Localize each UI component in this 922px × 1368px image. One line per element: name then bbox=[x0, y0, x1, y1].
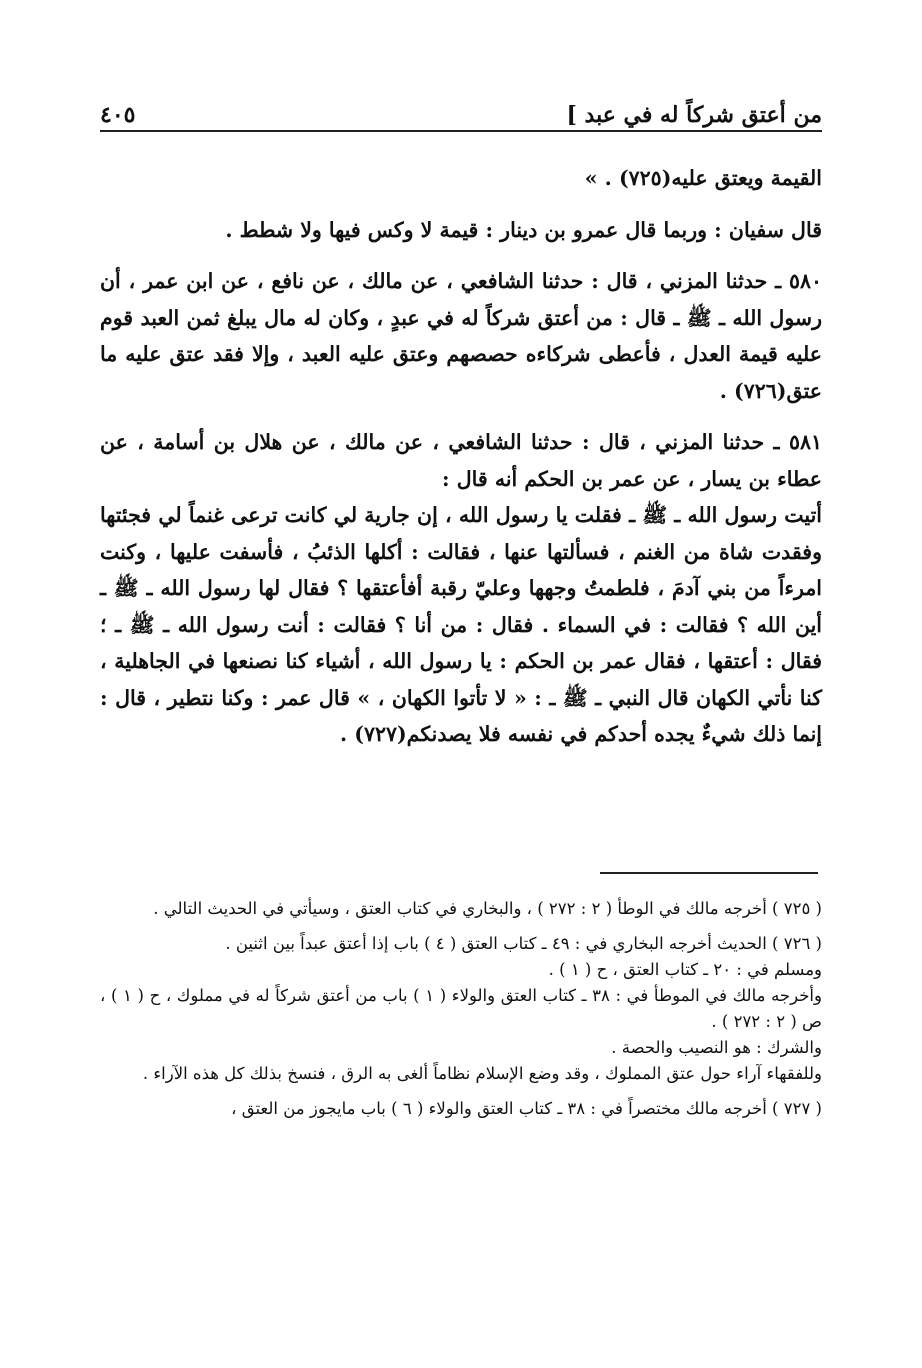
page-number: ٤٠٥ bbox=[100, 102, 136, 128]
paragraph: القيمة ويعتق عليه(٧٢٥) . » bbox=[584, 166, 822, 190]
footnote-divider bbox=[600, 872, 818, 874]
paragraph: قال سفيان : وربما قال عمرو بن دينار : قيمة لا وكس فيها ولا شطط . bbox=[225, 217, 822, 242]
footnote-725: ( ٧٢٥ ) أخرجه مالك في الوطأ ( ٢ : ٢٧٢ ) ، والبخاري في كتاب العتق ، وسيأتي في الحديث التالي . bbox=[153, 899, 822, 918]
footnote-727: ( ٧٢٧ ) أخرجه مالك مختصراً في : ٣٨ ـ كتاب العتق والولاء ( ٦ ) باب مايجوز من العتق ، bbox=[231, 1099, 822, 1118]
hadith-581-matn: أتيت رسول الله ـ ﷺ ـ فقلت يا رسول الله ، إن جارية لي كانت ترعى غنماً لي فجئتها وفقدت شاة من الغنم ، فسألتها عنها ، فقالت : أكلها الذئبُ ، فأسفت عليها ، وكنت امرءاً من بني آدمَ ، فلطمتُ وجهها وعليّ رقبة أفأعتقها ؟ فقال لها رسول الله ـ ﷺ ـ أين الله ؟ فقالت : في السماء . فقال : من أنا ؟ فقالت : أنت رسول الله ـ ﷺ ـ ؛ فقال : أعتقها ، فقال عمر بن الحكم : يا رسول الله ، أشياء كنا نصنعها في الجاهلية ، كنا نأتي الكهان قال النبي ـ ﷺ ـ : « لا تأتوا الكهان ، » قال عمر : وكنا نتطير ، قال : إنما ذلك شيءٌ يجده أحدكم في نفسه فلا يصدنكم(٧٢٧) . bbox=[100, 503, 822, 746]
hadith-580: ٥٨٠ ـ حدثنا المزني ، قال : حدثنا الشافعي ، عن مالك ، عن نافع ، عن ابن عمر ، أن رسول الله ـ ﷺ ـ قال : من أعتق شركاً له في عبدٍ ، وكان له مال يبلغ ثمن العبد قوم عليه قيمة العدل ، فأعطى شركاءه حصصهم وعتق عليه العبد ، وإلا فقد عتق عليه ما عتق(٧٢٦) . bbox=[100, 269, 822, 403]
footnote-line: والشرك : هو النصيب والحصة . bbox=[611, 1038, 822, 1057]
footnote-line: وللفقهاء آراء حول عتق المملوك ، وقد وضع الإسلام نظاماً ألغى به الرق ، فنسخ بذلك كل هذه الآراء . bbox=[142, 1064, 822, 1083]
footnote-726: ( ٧٢٦ ) الحديث أخرجه البخاري في : ٤٩ ـ كتاب العتق ( ٤ ) باب إذا أعتق عبداً بين اثنين . bbox=[225, 934, 822, 953]
header-divider bbox=[100, 130, 822, 132]
running-title: من أعتق شركاً له في عبد ] bbox=[566, 102, 822, 128]
footnotes bbox=[100, 896, 822, 1122]
footnote-line: ومسلم في : ٢٠ ـ كتاب العتق ، ح ( ١ ) . bbox=[548, 960, 822, 979]
main-text bbox=[100, 160, 822, 753]
page-header bbox=[100, 88, 822, 128]
footnote-line: وأخرجه مالك في الموطأ في : ٣٨ ـ كتاب العتق والولاء ( ١ ) باب من أعتق شركاً له في مملوك ، ح ( ١ ) ، ص ( ٢ : ٢٧٢ ) . bbox=[100, 986, 822, 1031]
hadith-581-isnad: ٥٨١ ـ حدثنا المزني ، قال : حدثنا الشافعي ، عن مالك ، عن هلال بن أسامة ، عن عطاء بن يسار ، عن عمر بن الحكم أنه قال : bbox=[100, 430, 822, 491]
